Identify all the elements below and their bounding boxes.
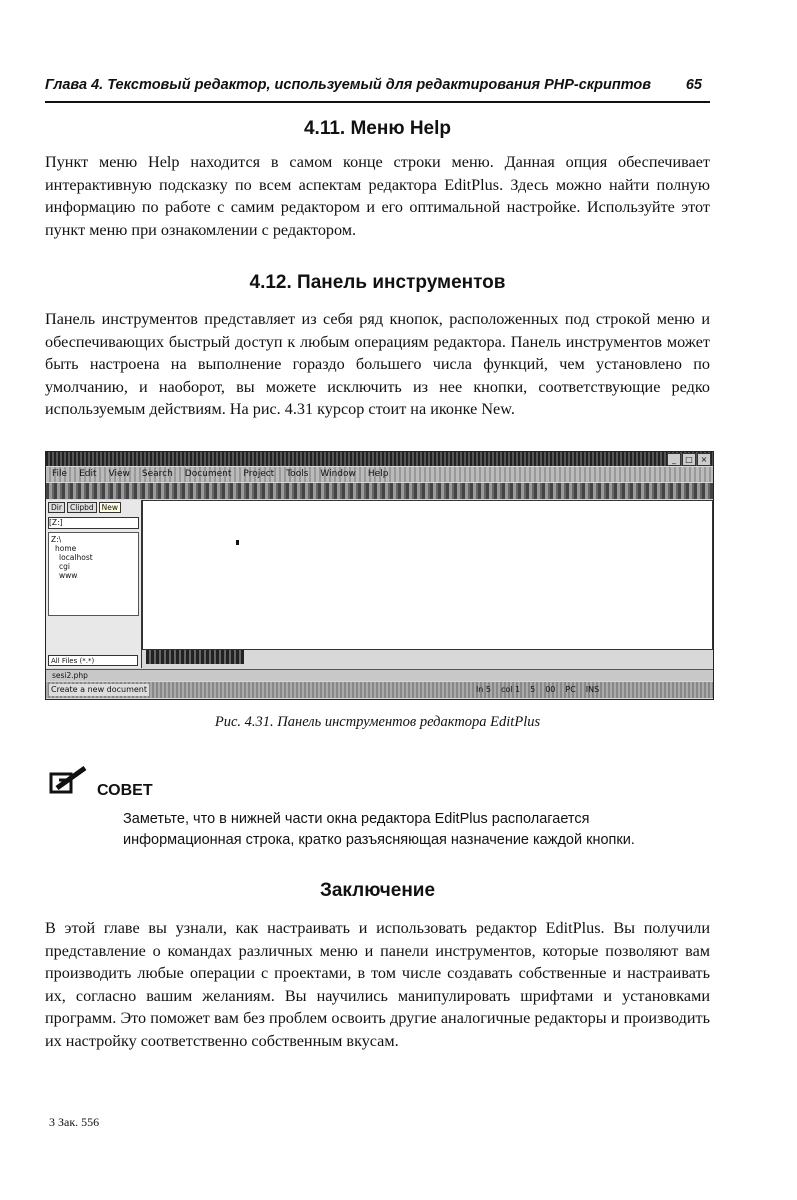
window-statusbar — [46, 682, 713, 698]
new-tooltip: New — [99, 502, 121, 513]
tree-item: home — [55, 544, 77, 553]
maximize-icon: □ — [682, 453, 696, 466]
menu-help: Help — [367, 469, 389, 479]
conclusion-paragraph-block — [45, 917, 710, 1052]
tip-text-block — [123, 809, 710, 851]
menu-window: Window — [320, 469, 356, 479]
tip-label: СОВЕТ — [97, 782, 153, 799]
menu-tools: Tools — [286, 469, 309, 479]
tree-item: www — [59, 571, 78, 580]
tree-item: Z:\ — [51, 535, 62, 544]
running-header — [45, 77, 710, 99]
mouse-cursor-icon — [236, 540, 239, 545]
toolbar-paragraph-block — [45, 308, 710, 421]
status-message: Create a new document — [51, 685, 148, 694]
window-titlebar — [46, 452, 713, 466]
section-toolbar — [45, 272, 710, 294]
header-rule — [45, 101, 710, 103]
figure-caption: Рис. 4.31. Панель инструментов редактора EditPlus — [214, 714, 541, 730]
tree-item: cgi — [59, 562, 70, 571]
help-paragraph-block — [45, 151, 710, 241]
tab-dir: Dir — [48, 502, 65, 513]
print-order-footer: 3 Зак. 556 — [49, 1115, 100, 1129]
window-menubar — [46, 467, 713, 482]
section-conclusion — [45, 880, 710, 902]
status-ins: INS — [585, 685, 600, 694]
status-size: 00 — [545, 685, 556, 694]
help-paragraph: Пункт меню Help находится в самом конце строки меню. Данная опция обеспечивает интерактивную подсказку по всем аспектам редактора EditPlus. Здесь можно найти полную информацию по работе с самим редактором и его оптимальной настройке. Используйте этот пункт меню при ознакомлении с редактором. — [45, 153, 710, 239]
editor-area — [142, 500, 713, 650]
minimized-window — [146, 650, 244, 664]
minimize-icon: _ — [667, 453, 681, 466]
window-toolbar — [46, 483, 713, 499]
menu-edit: Edit — [79, 469, 97, 479]
running-title: Глава 4. Текстовый редактор, используемый для редактирования PHP-скриптов — [45, 77, 652, 93]
drive-select: [Z:] — [48, 517, 139, 529]
tip-icon — [49, 766, 89, 796]
file-tab: sesi2.php — [46, 669, 713, 681]
tree-item: localhost — [59, 553, 93, 562]
directory-pane — [46, 500, 142, 668]
menu-project: Project — [243, 469, 275, 479]
toolbar-paragraph: Панель инструментов представляет из себя ряд кнопок, расположенных под строкой меню и обеспечивающих быстрый доступ к любым операциям редактора. Панель инструментов может быть настроена на выполнение гораздо большего числа функций, чем установлено по умолчанию, и наоборот, вы можете исключить из нее кнопки, соответствующие редко используемым действиям. На рис. 4.31 курсор стоит на иконке New. — [45, 310, 710, 418]
menu-search: Search — [141, 469, 173, 479]
conclusion-paragraph: В этой главе вы узнали, как настраивать и использовать редактор EditPlus. Вы получили представление о командах различных меню и панели инструментов, которые позволяют вам производить любые операции с проектами, в том числе создавать собственные и настраивать их, согласно вашим желаниям. Вы научились манипулировать шрифтами и установками программ. Это поможет вам без проблем освоить другие аналогичные редакторы и производить их настройку соответственно собственным вкусам. — [45, 919, 710, 1050]
section-title-conclusion: Заключение — [319, 880, 436, 901]
folder-tree — [48, 532, 139, 616]
section-title-help: 4.11. Меню Help — [303, 118, 452, 139]
tip-text: Заметьте, что в нижней части окна редактора EditPlus располагается информационная строка, кратко разъясняющая назначение каждой кнопки. — [123, 811, 635, 848]
page-number: 65 — [685, 77, 702, 93]
editplus-screenshot — [45, 451, 714, 700]
section-title-toolbar: 4.12. Панель инструментов — [249, 272, 506, 293]
tab-clipboard: Clipbd — [67, 502, 97, 513]
status-col: col 1 — [500, 685, 521, 694]
status-lines: 5 — [530, 685, 536, 694]
status-format: PC — [565, 685, 576, 694]
file-filter: All Files (*.*) — [48, 655, 138, 666]
menu-view: View — [108, 469, 130, 479]
menu-document: Document — [184, 469, 232, 479]
section-help — [45, 118, 710, 140]
status-line: ln 5 — [476, 685, 491, 694]
menu-file: File — [52, 469, 68, 479]
close-icon: × — [697, 453, 711, 466]
